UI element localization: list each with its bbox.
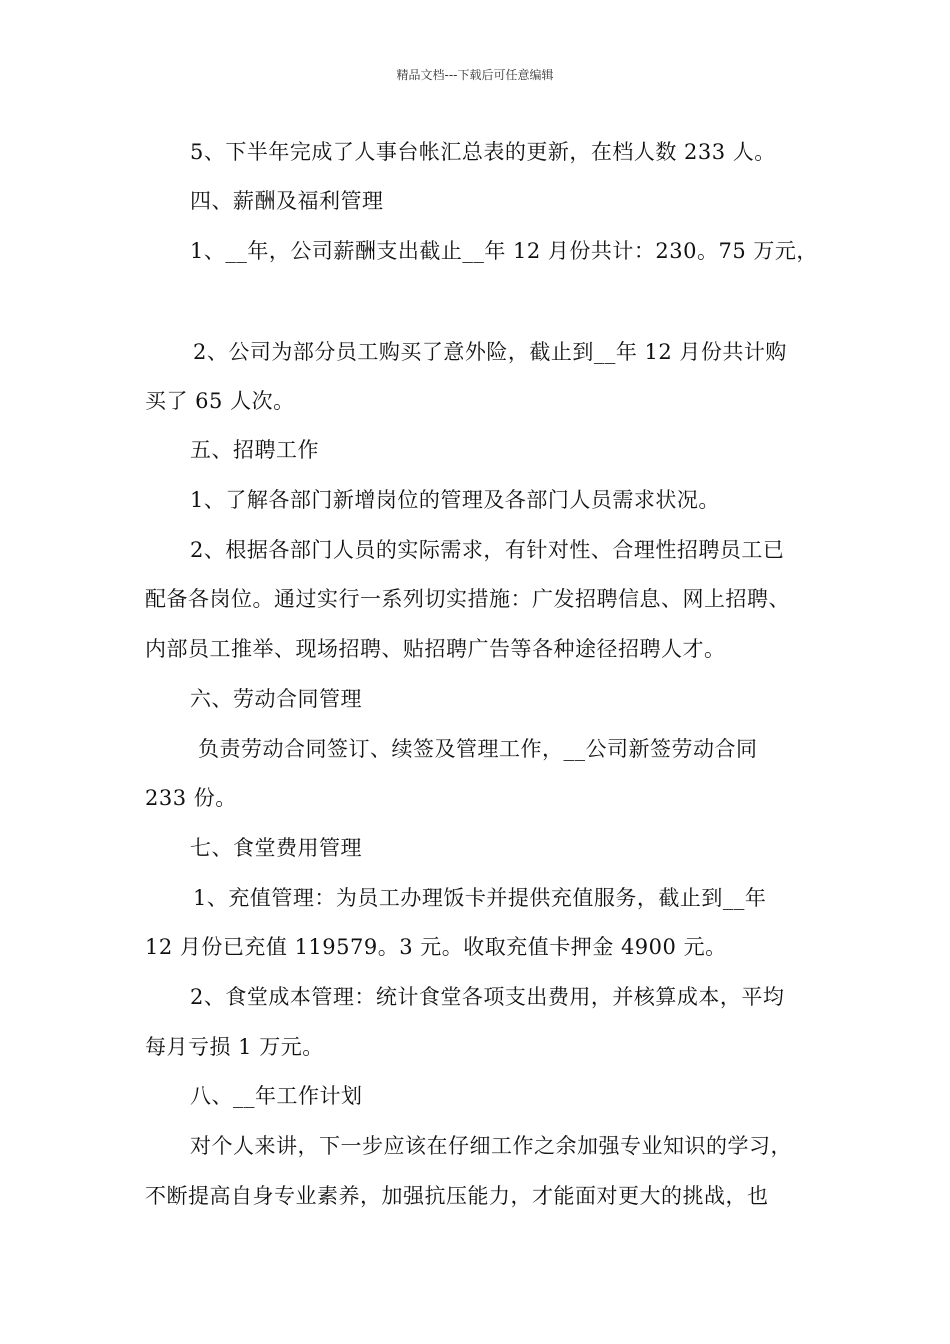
paragraph-line: 5、下半年完成了人事台帐汇总表的更新，在档人数 233 人。 bbox=[190, 140, 776, 164]
paragraph-line: 配备各岗位。通过实行一系列切实措施：广发招聘信息、网上招聘、 bbox=[145, 587, 790, 611]
section-heading: 五、招聘工作 bbox=[190, 438, 319, 462]
paragraph-line: 每月亏损 1 万元。 bbox=[145, 1035, 324, 1059]
paragraph-line: 对个人来讲，下一步应该在仔细工作之余加强专业知识的学习， bbox=[190, 1134, 792, 1158]
paragraph-line: 内部员工推举、现场招聘、贴招聘广告等各种途径招聘人才。 bbox=[145, 637, 726, 661]
section-heading: 八、__年工作计划 bbox=[190, 1084, 363, 1108]
paragraph-line: 1、充值管理：为员工办理饭卡并提供充值服务，截止到__年 bbox=[193, 886, 767, 910]
paragraph-line: 233 份。 bbox=[145, 786, 237, 810]
section-heading: 四、薪酬及福利管理 bbox=[190, 189, 384, 213]
paragraph-line: 2、公司为部分员工购买了意外险，截止到__年 12 月份共计购 bbox=[193, 340, 787, 364]
paragraph-line: 负责劳动合同签订、续签及管理工作，__公司新签劳动合同 bbox=[198, 737, 758, 761]
paragraph-line: 2、根据各部门人员的实际需求，有针对性、合理性招聘员工已 bbox=[190, 538, 785, 562]
section-heading: 七、食堂费用管理 bbox=[190, 836, 362, 860]
page-header: 精品文档---下载后可任意编辑 bbox=[396, 68, 554, 82]
paragraph-line: 2、食堂成本管理：统计食堂各项支出费用，并核算成本，平均 bbox=[190, 985, 785, 1009]
paragraph-line: 1、__年，公司薪酬支出截止__年 12 月份共计：230。75 万元， bbox=[190, 239, 818, 263]
paragraph-line: 买了 65 人次。 bbox=[145, 389, 295, 413]
paragraph-line: 1、了解各部门新增岗位的管理及各部门人员需求状况。 bbox=[190, 488, 720, 512]
paragraph-line: 不断提高自身专业素养，加强抗压能力，才能面对更大的挑战，也 bbox=[145, 1184, 769, 1208]
section-heading: 六、劳动合同管理 bbox=[190, 687, 362, 711]
paragraph-line: 12 月份已充值 119579。3 元。收取充值卡押金 4900 元。 bbox=[145, 935, 727, 959]
